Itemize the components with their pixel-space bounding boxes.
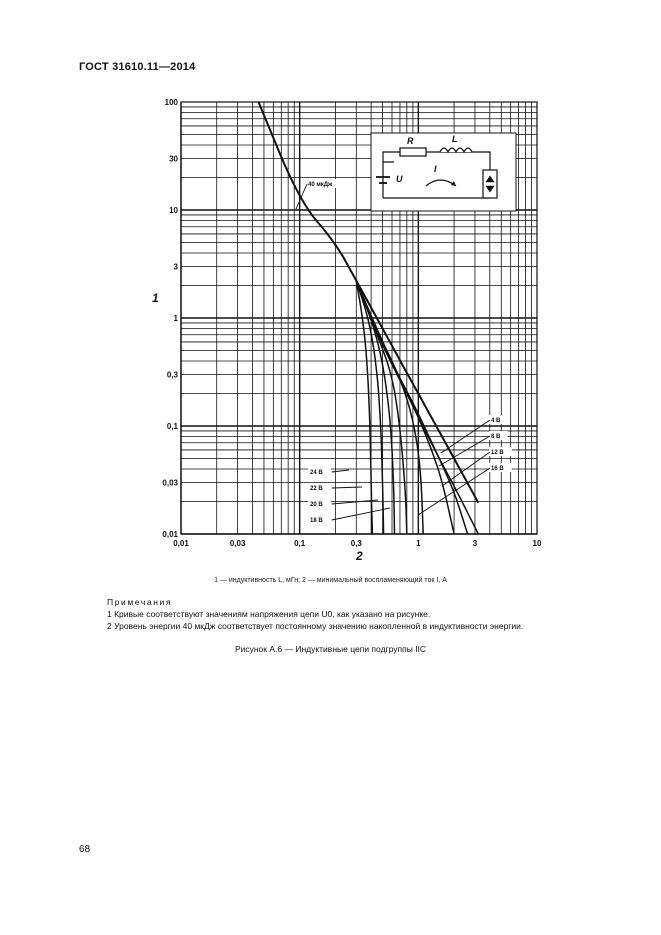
- annotation-12-в: 12 В: [491, 450, 504, 456]
- x-tick-label: 0,01: [173, 539, 189, 548]
- y-tick-label: 10: [169, 206, 178, 215]
- x-axis-title: 2: [356, 549, 363, 560]
- circuit-diagram: [371, 133, 516, 211]
- annotation-22-в: 22 В: [310, 486, 323, 492]
- x-tick-label: 10: [532, 539, 542, 548]
- x-tick-label: 0,1: [294, 539, 306, 548]
- note-item-2: 2 Уровень энергии 40 мкДж соответствует постоянному значению накопленной в индуктивности энергии.: [107, 621, 524, 631]
- curve-18-в: [356, 281, 407, 534]
- y-tick-label: 0,1: [166, 422, 178, 431]
- annotation-20-в: 20 В: [310, 502, 323, 508]
- annotation-16-в: 16 В: [491, 466, 504, 472]
- y-tick-label: 1: [173, 314, 178, 323]
- annotation-leader: [439, 436, 490, 466]
- notes-title: Примечания: [107, 597, 173, 607]
- annotation-18-в: 18 В: [310, 518, 323, 524]
- note-item-1: 1 Кривые соответствуют значениям напряжения цепи U0, как указано на рисунке.: [107, 609, 431, 619]
- notes-block: [107, 596, 523, 632]
- circuit-label-i: I: [434, 164, 437, 174]
- annotation-40-мкдж: 40 мкДж: [308, 182, 333, 188]
- figure-caption: Рисунок А.6 — Индуктивные цепи подгруппы IIC: [234, 644, 427, 654]
- circuit-label-l: L: [452, 134, 458, 144]
- curve-4-в: [356, 281, 478, 534]
- x-tick-label: 0,3: [350, 539, 362, 548]
- annotation-4-в: 4 В: [491, 418, 501, 424]
- annotation-leader: [332, 470, 349, 472]
- y-tick-label: 0,01: [162, 530, 178, 539]
- chart-svg: [150, 90, 560, 560]
- circuit-label-u: U: [396, 174, 403, 184]
- annotation-leader: [332, 487, 362, 488]
- axes-caption: 1 — индуктивность L, мГн; 2 — минимальный воспламеняющий ток I, А: [214, 577, 447, 584]
- resistor-symbol: [400, 148, 426, 156]
- y-tick-label: 0,03: [162, 478, 178, 488]
- x-tick-label: 0,03: [229, 539, 246, 548]
- y-tick-label: 3: [173, 262, 178, 272]
- circuit-label-r: R: [407, 136, 414, 146]
- annotation-8-в: 8 В: [491, 434, 501, 440]
- document-header: ГОСТ 31610.11—2014: [79, 61, 196, 73]
- y-tick-label: 0,3: [166, 370, 178, 380]
- spark-gap-symbol: [483, 170, 497, 198]
- inductance-chart: [150, 90, 560, 560]
- annotation-leader: [332, 508, 390, 520]
- annotation-24-в: 24 В: [310, 470, 323, 476]
- page-number: 68: [79, 844, 91, 855]
- y-tick-label: 30: [169, 154, 178, 164]
- y-axis-title: 1: [152, 291, 159, 305]
- x-tick-label: 1: [416, 539, 421, 548]
- y-tick-label: 100: [164, 98, 178, 107]
- x-tick-label: 3: [472, 539, 478, 548]
